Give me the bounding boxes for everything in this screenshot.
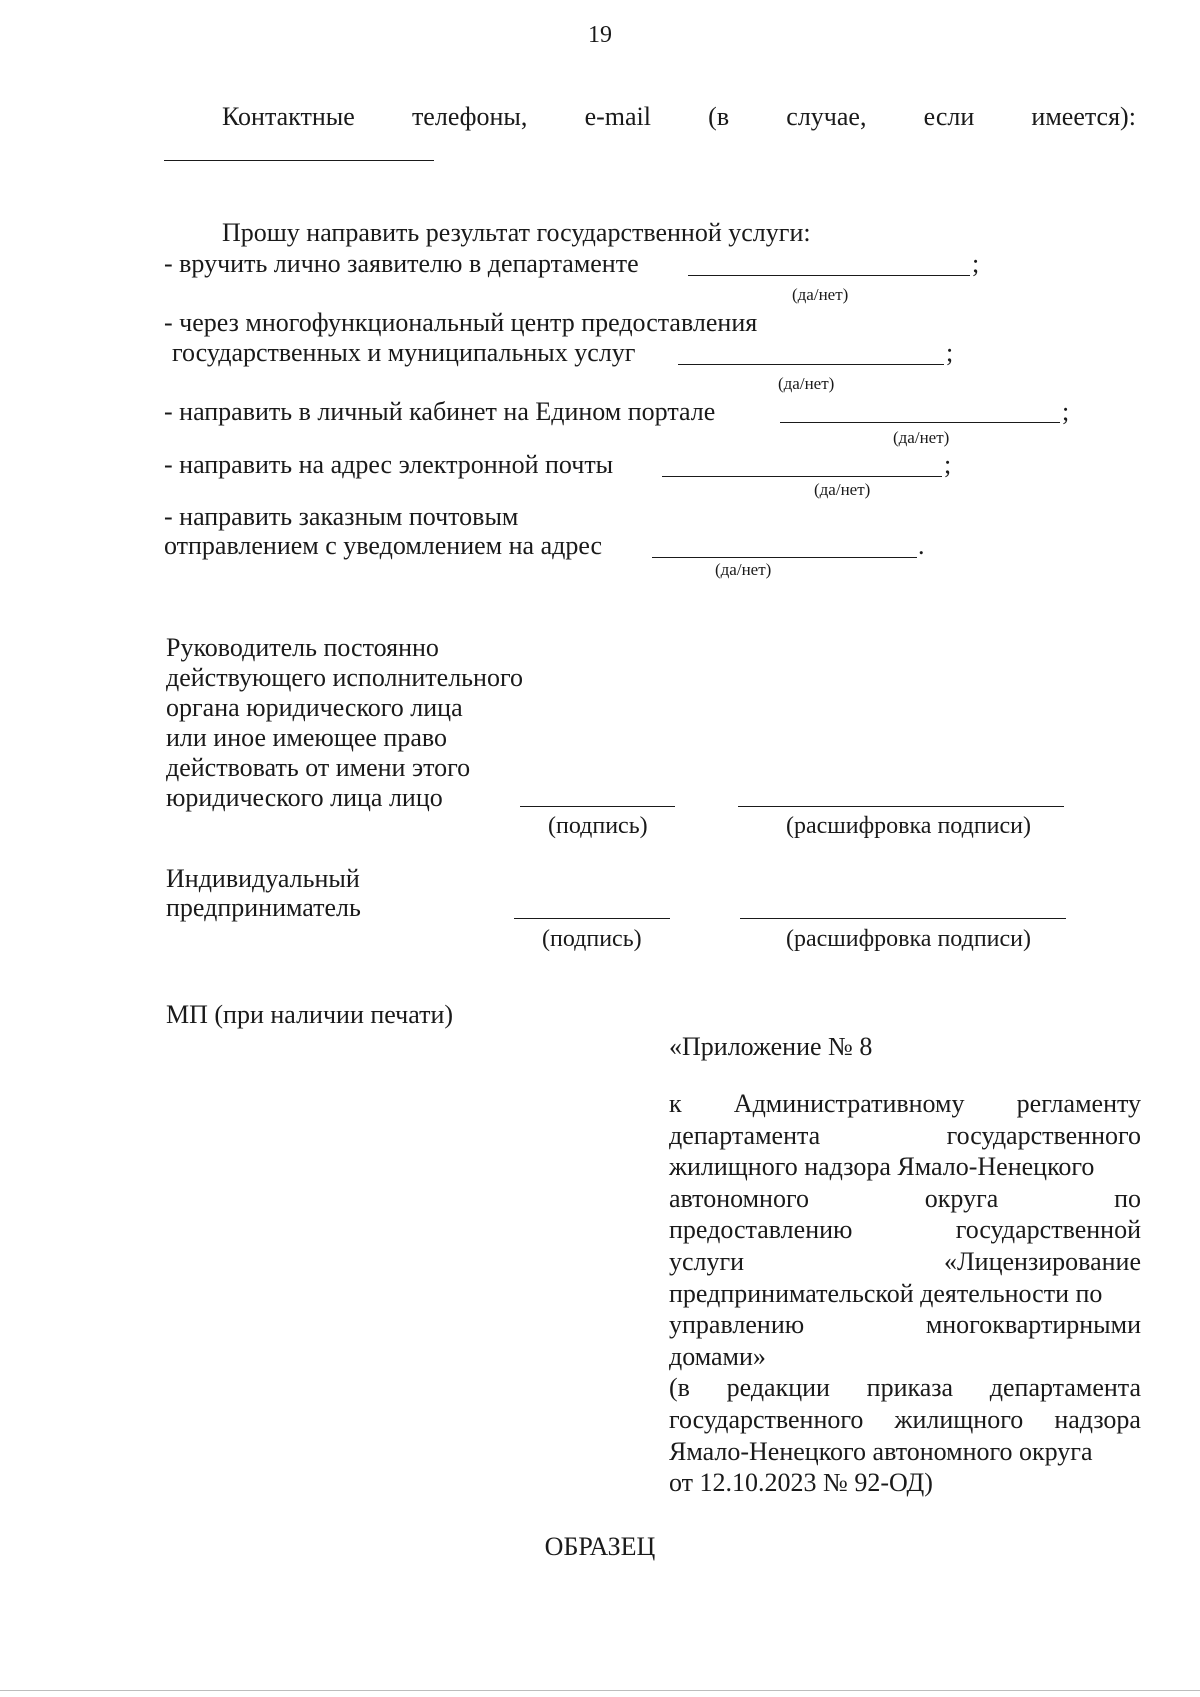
- appendix-word: государственного: [946, 1120, 1141, 1150]
- decoding-caption: (расшифровка подписи): [786, 813, 1031, 839]
- yes-no-hint: (да/нет): [778, 374, 835, 393]
- contact-label-row: [222, 102, 1136, 132]
- contact-word: если: [923, 102, 975, 131]
- entrepreneur-title-line: Индивидуальный: [166, 864, 360, 893]
- page-number: 19: [588, 22, 612, 48]
- punctuation: ;: [946, 338, 954, 367]
- option-email-blank[interactable]: [662, 476, 942, 477]
- option-post-label-line1: - направить заказным почтовым: [164, 502, 519, 531]
- head-title-line: действовать от имени этого: [166, 753, 471, 782]
- contact-word: Контактные: [222, 102, 355, 131]
- appendix-line: [669, 1088, 1141, 1120]
- appendix-word: к: [669, 1089, 682, 1118]
- yes-no-hint: (да/нет): [792, 285, 849, 304]
- appendix-line: от 12.10.2023 № 92-ОД): [669, 1468, 933, 1498]
- appendix-word: «Лицензирование: [944, 1246, 1141, 1276]
- appendix-line: предпринимательской деятельности по: [669, 1278, 1103, 1308]
- head-title-line: органа юридического лица: [166, 693, 463, 722]
- head-title-line: Руководитель постоянно: [166, 633, 439, 662]
- entrepreneur-signature-line[interactable]: [514, 918, 670, 919]
- appendix-word: департамента: [989, 1373, 1141, 1403]
- entrepreneur-decoding-line[interactable]: [740, 918, 1066, 919]
- option-email-label: - направить на адрес электронной почты: [164, 450, 614, 479]
- decoding-caption: (расшифровка подписи): [786, 926, 1031, 952]
- yes-no-hint: (да/нет): [715, 560, 772, 579]
- appendix-word: управлению: [669, 1310, 805, 1340]
- appendix-title: «Приложение № 8: [669, 1032, 873, 1061]
- stamp-note: МП (при наличии печати): [166, 1000, 454, 1029]
- appendix-word: по: [1114, 1183, 1141, 1213]
- head-title-line: юридического лица лицо: [166, 783, 443, 812]
- contact-word: телефоны,: [411, 102, 528, 131]
- request-intro: Прошу направить результат государственной услуги:: [222, 218, 811, 247]
- option-portal-label: - направить в личный кабинет на Едином портале: [164, 397, 716, 426]
- contact-word: e-mail: [584, 102, 651, 131]
- appendix-line: [669, 1309, 1141, 1341]
- contact-blank-line[interactable]: [164, 160, 434, 161]
- punctuation: ;: [944, 450, 952, 479]
- appendix-line: [669, 1120, 1141, 1152]
- appendix-word: округа: [924, 1183, 999, 1213]
- appendix-word: государственной: [955, 1215, 1141, 1245]
- appendix-word: жилищного: [894, 1404, 1024, 1434]
- appendix-line: домами»: [669, 1341, 766, 1371]
- appendix-line: Ямало-Ненецкого автономного округа: [669, 1436, 1093, 1466]
- sample-label: ОБРАЗЕЦ: [544, 1532, 656, 1561]
- appendix-word: редакции: [726, 1373, 830, 1403]
- appendix-line: [669, 1404, 1141, 1436]
- appendix-word: надзора: [1054, 1404, 1141, 1434]
- appendix-word: (в: [669, 1373, 690, 1403]
- page-bottom-divider: [0, 1690, 1200, 1691]
- option-post-blank[interactable]: [652, 557, 917, 558]
- appendix-word: предоставлению: [669, 1215, 853, 1245]
- appendix-word: автономного: [669, 1183, 809, 1213]
- yes-no-hint: (да/нет): [893, 428, 950, 447]
- appendix-word: государственного: [669, 1404, 864, 1434]
- appendix-body: [669, 1088, 1141, 1499]
- option-in-person-blank[interactable]: [688, 275, 970, 276]
- option-mfc-label-line1: - через многофункциональный центр предоставления: [164, 308, 758, 337]
- appendix-word: приказа: [866, 1373, 954, 1403]
- head-signature-line[interactable]: [520, 806, 675, 807]
- appendix-word: услуги: [669, 1246, 745, 1276]
- appendix-line: [669, 1372, 1141, 1404]
- appendix-line: [669, 1246, 1141, 1278]
- head-title-line: действующего исполнительного: [166, 663, 523, 692]
- head-decoding-line[interactable]: [738, 806, 1064, 807]
- signature-caption: (подпись): [542, 926, 642, 952]
- option-mfc-blank[interactable]: [678, 364, 944, 365]
- contact-word: случае,: [786, 102, 867, 131]
- appendix-line: [669, 1183, 1141, 1215]
- option-post-label-line2: отправлением с уведомлением на адрес: [164, 531, 603, 560]
- appendix-line: [669, 1214, 1141, 1246]
- contact-word: (в: [708, 102, 730, 131]
- appendix-word: многоквартирными: [925, 1310, 1141, 1340]
- option-portal-blank[interactable]: [780, 422, 1060, 423]
- signature-caption: (подпись): [548, 813, 648, 839]
- option-in-person-label: - вручить лично заявителю в департаменте: [164, 249, 639, 278]
- punctuation: ;: [1062, 397, 1070, 426]
- appendix-word: регламенту: [1016, 1089, 1141, 1118]
- option-mfc-label-line2: государственных и муниципальных услуг: [172, 338, 636, 367]
- contact-word: имеется):: [1031, 102, 1136, 131]
- head-title-line: или иное имеющее право: [166, 723, 447, 752]
- appendix-word: департамента: [669, 1120, 821, 1150]
- punctuation: ;: [972, 249, 980, 278]
- appendix-word: Административному: [733, 1089, 965, 1118]
- appendix-line: жилищного надзора Ямало-Ненецкого: [669, 1152, 1095, 1182]
- entrepreneur-title-line: предприниматель: [166, 893, 361, 922]
- yes-no-hint: (да/нет): [814, 480, 871, 499]
- punctuation: .: [918, 531, 925, 560]
